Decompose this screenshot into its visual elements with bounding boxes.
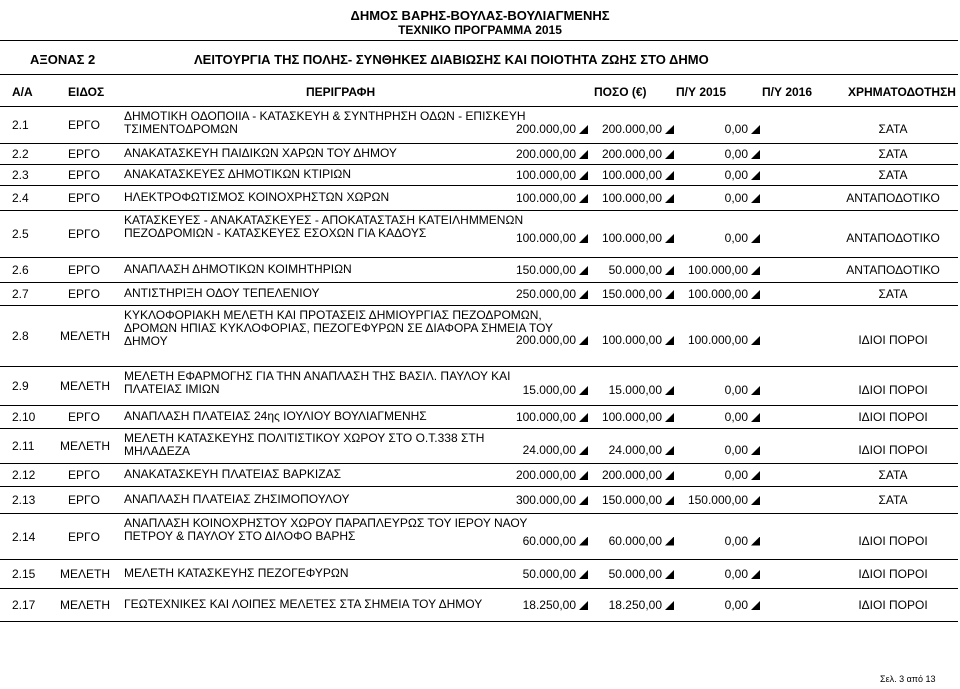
row-py2015: 150.000,00 [601, 287, 662, 301]
euro-marker-icon [751, 570, 760, 579]
document-subtitle: ΤΕΧΝΙΚΟ ΠΡΟΓΡΑΜΜΑ 2015 [398, 23, 562, 37]
row-amount-cell [496, 534, 588, 548]
row-py2015: 24.000,00 [608, 443, 662, 457]
row-py2015: 200.000,00 [601, 468, 662, 482]
row-funding: ΙΔΙΟΙ ΠΟΡΟΙ [858, 383, 928, 397]
row-funding: ΣΑΤΑ [878, 168, 908, 182]
row-number: 2.1 [12, 118, 29, 132]
row-py2015-cell [582, 191, 674, 205]
table-row [0, 514, 960, 559]
row-amount: 200.000,00 [515, 122, 576, 136]
row-amount-cell [496, 493, 588, 507]
euro-marker-icon [751, 266, 760, 275]
header-funding: ΧΡΗΜΑΤΟΔΟΤΗΣΗ [848, 85, 956, 99]
row-amount-cell [496, 122, 588, 136]
table-row [0, 429, 960, 463]
row-amount: 300.000,00 [515, 493, 576, 507]
header-description: ΠΕΡΙΓΡΑΦΗ [306, 85, 376, 99]
row-funding: ΙΔΙΟΙ ΠΟΡΟΙ [858, 598, 928, 612]
euro-marker-icon [751, 336, 760, 345]
row-py2016-cell [668, 333, 760, 347]
row-funding: ΑΝΤΑΠΟΔΟΤΙΚΟ [846, 263, 940, 277]
row-number: 2.6 [12, 263, 29, 277]
row-py2016-cell [668, 263, 760, 277]
row-py2015: 100.000,00 [601, 191, 662, 205]
table-row [0, 144, 960, 164]
row-py2016: 0,00 [724, 168, 748, 182]
row-py2015: 200.000,00 [601, 147, 662, 161]
row-type: ΕΡΓΟ [68, 287, 100, 301]
row-py2015-cell [582, 534, 674, 548]
row-type: ΕΡΓΟ [68, 118, 100, 132]
row-py2016: 150.000,00 [687, 493, 748, 507]
row-description: ΑΝΑΠΛΑΣΗ ΠΛΑΤΕΙΑΣ ΖΗΣΙΜΟΠΟΥΛΟΥ [124, 492, 350, 506]
axis-label: ΑΞΟΝΑΣ 2 [30, 52, 96, 67]
row-py2015-cell [582, 468, 674, 482]
row-amount-cell [496, 468, 588, 482]
table-row [0, 258, 960, 282]
row-py2016: 100.000,00 [687, 287, 748, 301]
row-py2015-cell [582, 443, 674, 457]
table-row [0, 211, 960, 257]
row-py2016: 0,00 [724, 567, 748, 581]
row-py2015: 15.000,00 [608, 383, 662, 397]
euro-marker-icon [751, 234, 760, 243]
row-py2016-cell [668, 468, 760, 482]
row-amount: 50.000,00 [522, 567, 576, 581]
row-amount-cell [496, 168, 588, 182]
euro-marker-icon [751, 171, 760, 180]
row-funding: ΣΑΤΑ [878, 122, 908, 136]
row-py2016: 0,00 [724, 468, 748, 482]
header-aa: Α/Α [12, 85, 33, 99]
row-number: 2.15 [12, 567, 36, 581]
row-py2016-cell [668, 410, 760, 424]
row-funding: ΙΔΙΟΙ ΠΟΡΟΙ [858, 533, 928, 548]
row-type: ΕΡΓΟ [68, 147, 100, 161]
row-description: ΑΝΑΠΛΑΣΗ ΔΗΜΟΤΙΚΩΝ ΚΟΙΜΗΤΗΡΙΩΝ [124, 262, 352, 276]
row-py2016-cell [668, 122, 760, 136]
row-description: ΑΝΑΠΛΑΣΗ ΠΛΑΤΕΙΑΣ 24ης ΙΟΥΛΙΟΥ ΒΟΥΛΙΑΓΜΕΝΗΣ [124, 409, 427, 423]
row-py2016: 0,00 [724, 443, 748, 457]
row-py2015: 100.000,00 [601, 410, 662, 424]
row-amount-cell [496, 147, 588, 161]
row-amount-cell [496, 567, 588, 581]
row-type: ΜΕΛΕΤΗ [60, 379, 111, 393]
row-amount: 24.000,00 [522, 443, 576, 457]
row-amount: 200.000,00 [515, 147, 576, 161]
row-py2016: 0,00 [724, 147, 748, 161]
row-number: 2.8 [12, 329, 29, 343]
row-amount: 100.000,00 [515, 168, 576, 182]
euro-marker-icon [751, 386, 760, 395]
row-amount-cell [496, 443, 588, 457]
row-description: ΚΑΤΑΣΚΕΥΕΣ - ΑΝΑΚΑΤΑΣΚΕΥΕΣ - ΑΠΟΚΑΤΑΣΤΑΣΗ ΚΑΤΕΙΛΗΜΜΕΝΩΝ ΠΕΖΟΔΡΟΜΙΩΝ - ΚΑΤΑΣΚΕΥΕΣ ΕΣΟΧΩΝ ΓΙΑ ΚΑΔΟΥΣ [124, 213, 524, 240]
euro-marker-icon [751, 446, 760, 455]
table-row [0, 589, 960, 621]
row-py2015: 200.000,00 [601, 122, 662, 136]
row-py2015-cell [582, 567, 674, 581]
row-funding: ΣΑΤΑ [878, 468, 908, 482]
table-row [0, 306, 960, 366]
row-type: ΜΕΛΕΤΗ [60, 567, 111, 581]
row-type: ΕΡΓΟ [68, 468, 100, 482]
axis-header [0, 40, 960, 74]
table-row [0, 165, 960, 185]
table-header [0, 76, 960, 106]
row-type: ΕΡΓΟ [68, 410, 100, 424]
header-py2016: Π/Υ 2016 [762, 85, 813, 99]
row-py2016: 100.000,00 [687, 263, 748, 277]
row-py2016-cell [668, 443, 760, 457]
row-amount-cell [496, 410, 588, 424]
row-amount: 200.000,00 [515, 468, 576, 482]
header-py2015: Π/Υ 2015 [676, 85, 727, 99]
table-row [0, 464, 960, 486]
row-funding: ΙΔΙΟΙ ΠΟΡΟΙ [858, 410, 928, 424]
row-py2016-cell [668, 191, 760, 205]
row-py2015-cell [582, 598, 674, 612]
divider [0, 74, 958, 75]
row-funding: ΣΑΤΑ [878, 287, 908, 301]
row-description: ΜΕΛΕΤΗ ΚΑΤΑΣΚΕΥΗΣ ΠΕΖΟΓΕΦΥΡΩΝ [124, 566, 349, 580]
row-type: ΜΕΛΕΤΗ [60, 598, 111, 612]
row-type: ΜΕΛΕΤΗ [60, 329, 111, 343]
row-py2016-cell [668, 598, 760, 612]
row-type: ΕΡΓΟ [68, 168, 100, 182]
row-py2015-cell [582, 493, 674, 507]
row-amount: 15.000,00 [522, 383, 576, 397]
row-type: ΜΕΛΕΤΗ [60, 439, 111, 453]
table-row [0, 107, 960, 143]
row-number: 2.5 [12, 227, 29, 241]
row-number: 2.13 [12, 493, 36, 507]
row-py2015-cell [582, 231, 674, 245]
row-py2016-cell [668, 383, 760, 397]
row-funding: ΙΔΙΟΙ ΠΟΡΟΙ [858, 567, 928, 581]
euro-marker-icon [751, 194, 760, 203]
header-amount: ΠΟΣΟ (€) [594, 85, 647, 99]
row-description: ΓΕΩΤΕΧΝΙΚΕΣ ΚΑΙ ΛΟΙΠΕΣ ΜΕΛΕΤΕΣ ΣΤΑ ΣΗΜΕΙΑ ΤΟΥ ΔΗΜΟΥ [124, 597, 483, 611]
euro-marker-icon [751, 471, 760, 480]
row-py2016: 0,00 [724, 231, 748, 245]
row-description: ΚΥΚΛΟΦΟΡΙΑΚΗ ΜΕΛΕΤΗ ΚΑΙ ΠΡΟΤΑΣΕΙΣ ΔΗΜΙΟΥΡΓΙΑΣ ΠΕΖΟΔΡΟΜΩΝ, ΔΡΟΜΩΝ ΗΠΙΑΣ ΚΥΚΛΟΦΟΡΙΑΣ, ΠΕΖΟΓΕΦΥΡΩΝ ΣΕ ΔΙΑΦΟΡΑ ΣΗΜΕΙΑ ΤΟΥ ΔΗΜΟΥ [124, 308, 553, 348]
euro-marker-icon [751, 290, 760, 299]
row-py2015-cell [582, 287, 674, 301]
row-py2015-cell [582, 263, 674, 277]
row-description: ΗΛΕΚΤΡΟΦΩΤΙΣΜΟΣ ΚΟΙΝΟΧΡΗΣΤΩΝ ΧΩΡΩΝ [124, 190, 390, 204]
row-py2015-cell [582, 410, 674, 424]
row-funding: ΙΔΙΟΙ ΠΟΡΟΙ [858, 443, 928, 457]
row-number: 2.3 [12, 168, 29, 182]
row-number: 2.10 [12, 410, 36, 424]
row-number: 2.14 [12, 529, 36, 544]
row-number: 2.11 [12, 439, 35, 453]
row-description: ΜΕΛΕΤΗ ΕΦΑΡΜΟΓΗΣ ΓΙΑ ΤΗΝ ΑΝΑΠΛΑΣΗ ΤΗΣ ΒΑΣΙΛ. ΠΑΥΛΟΥ ΚΑΙ ΠΛΑΤΕΙΑΣ ΙΜΙΩΝ [124, 369, 511, 396]
row-amount: 100.000,00 [515, 231, 576, 245]
row-py2016-cell [668, 534, 760, 548]
row-description: ΑΝΤΙΣΤΗΡΙΞΗ ΟΔΟΥ ΤΕΠΕΛΕΝΙΟΥ [124, 286, 320, 300]
row-amount-cell [496, 287, 588, 301]
row-py2016-cell [668, 168, 760, 182]
row-funding: ΣΑΤΑ [878, 147, 908, 161]
row-number: 2.9 [12, 379, 29, 393]
row-py2016-cell [668, 147, 760, 161]
row-py2015: 50.000,00 [608, 567, 662, 581]
row-py2015: 100.000,00 [601, 231, 662, 245]
header-type: ΕΙΔΟΣ [68, 85, 105, 99]
row-divider [0, 621, 958, 622]
row-py2015: 100.000,00 [601, 333, 662, 347]
euro-marker-icon [751, 150, 760, 159]
row-py2016-cell [668, 493, 760, 507]
table-row [0, 186, 960, 210]
row-py2015-cell [582, 168, 674, 182]
table-row [0, 560, 960, 588]
row-py2015-cell [582, 147, 674, 161]
row-amount-cell [496, 598, 588, 612]
row-amount: 100.000,00 [515, 191, 576, 205]
table-row [0, 367, 960, 405]
row-py2016: 0,00 [724, 598, 748, 612]
row-amount-cell [496, 231, 588, 245]
euro-marker-icon [751, 125, 760, 134]
row-amount-cell [496, 263, 588, 277]
euro-marker-icon [751, 413, 760, 422]
euro-marker-icon [751, 601, 760, 610]
row-description: ΜΕΛΕΤΗ ΚΑΤΑΣΚΕΥΗΣ ΠΟΛΙΤΙΣΤΙΚΟΥ ΧΩΡΟΥ ΣΤΟ Ο.Τ.338 ΣΤΗ ΜΗΛΑΔΕΖΑ [124, 431, 485, 458]
row-amount: 100.000,00 [515, 410, 576, 424]
row-type: ΕΡΓΟ [68, 191, 100, 205]
document-title: ΔΗΜΟΣ ΒΑΡΗΣ-ΒΟΥΛΑΣ-ΒΟΥΛΙΑΓΜΕΝΗΣ [350, 8, 610, 23]
euro-marker-icon [751, 537, 760, 546]
page-footer: Σελ. 3 από 13 [880, 674, 936, 684]
row-description: ΑΝΑΚΑΤΑΣΚΕΥΕΣ ΔΗΜΟΤΙΚΩΝ ΚΤΙΡΙΩΝ [124, 167, 352, 181]
row-number: 2.12 [12, 468, 36, 482]
row-amount: 18.250,00 [522, 598, 576, 612]
row-funding: ΙΔΙΟΙ ΠΟΡΟΙ [858, 333, 928, 347]
row-type: ΕΡΓΟ [68, 529, 100, 544]
table-row [0, 406, 960, 428]
row-type: ΕΡΓΟ [68, 493, 100, 507]
row-amount: 200.000,00 [515, 333, 576, 347]
row-py2015: 100.000,00 [601, 168, 662, 182]
row-amount: 250.000,00 [515, 287, 576, 301]
row-py2015-cell [582, 383, 674, 397]
row-description: ΔΗΜΟΤΙΚΗ ΟΔΟΠΟΙΙΑ - ΚΑΤΑΣΚΕΥΗ & ΣΥΝΤΗΡΗΣΗ ΟΔΩΝ - ΕΠΙΣΚΕΥΗ ΤΣΙΜΕΝΤΟΔΡΟΜΩΝ [124, 109, 526, 136]
row-py2015: 50.000,00 [608, 263, 662, 277]
row-number: 2.17 [12, 598, 36, 612]
row-number: 2.4 [12, 191, 29, 205]
row-py2016: 0,00 [724, 191, 748, 205]
row-description: ΑΝΑΠΛΑΣΗ ΚΟΙΝΟΧΡΗΣΤΟΥ ΧΩΡΟΥ ΠΑΡΑΠΛΕΥΡΩΣ ΤΟΥ ΙΕΡΟΥ ΝΑΟΥ ΠΕΤΡΟΥ & ΠΑΥΛΟΥ ΣΤΟ ΔΙΛΟΦΟ ΒΑΡΗΣ [124, 516, 528, 543]
row-amount-cell [496, 383, 588, 397]
euro-marker-icon [751, 496, 760, 505]
row-funding: ΣΑΤΑ [878, 493, 908, 507]
row-amount-cell [496, 191, 588, 205]
row-py2016-cell [668, 287, 760, 301]
row-py2016: 0,00 [724, 533, 748, 548]
row-funding: ΑΝΤΑΠΟΔΟΤΙΚΟ [846, 231, 940, 245]
row-amount-cell [496, 333, 588, 347]
row-amount: 60.000,00 [522, 533, 576, 548]
row-py2016: 0,00 [724, 383, 748, 397]
row-py2016: 0,00 [724, 122, 748, 136]
row-type: ΕΡΓΟ [68, 263, 100, 277]
row-description: ΑΝΑΚΑΤΑΣΚΕΥΗ ΠΑΙΔΙΚΩΝ ΧΑΡΩΝ ΤΟΥ ΔΗΜΟΥ [124, 146, 397, 160]
row-amount: 150.000,00 [515, 263, 576, 277]
row-py2015-cell [582, 333, 674, 347]
row-number: 2.2 [12, 147, 29, 161]
row-py2016: 100.000,00 [687, 333, 748, 347]
row-funding: ΑΝΤΑΠΟΔΟΤΙΚΟ [846, 191, 940, 205]
axis-description: ΛΕΙΤΟΥΡΓΙΑ ΤΗΣ ΠΟΛΗΣ- ΣΥΝΘΗΚΕΣ ΔΙΑΒΙΩΣΗΣ ΚΑΙ ΠΟΙΟΤΗΤΑ ΖΩΗΣ ΣΤΟ ΔΗΜΟ [194, 52, 709, 67]
table-row [0, 283, 960, 305]
row-description: ΑΝΑΚΑΤΑΣΚΕΥΗ ΠΛΑΤΕΙΑΣ ΒΑΡΚΙΖΑΣ [124, 467, 341, 481]
table-row [0, 487, 960, 513]
row-py2016-cell [668, 567, 760, 581]
row-py2015: 60.000,00 [608, 533, 662, 548]
row-py2015: 150.000,00 [601, 493, 662, 507]
row-number: 2.7 [12, 287, 29, 301]
row-py2015-cell [582, 122, 674, 136]
row-type: ΕΡΓΟ [68, 227, 100, 241]
row-py2015: 18.250,00 [608, 598, 662, 612]
row-py2016: 0,00 [724, 410, 748, 424]
row-py2016-cell [668, 231, 760, 245]
